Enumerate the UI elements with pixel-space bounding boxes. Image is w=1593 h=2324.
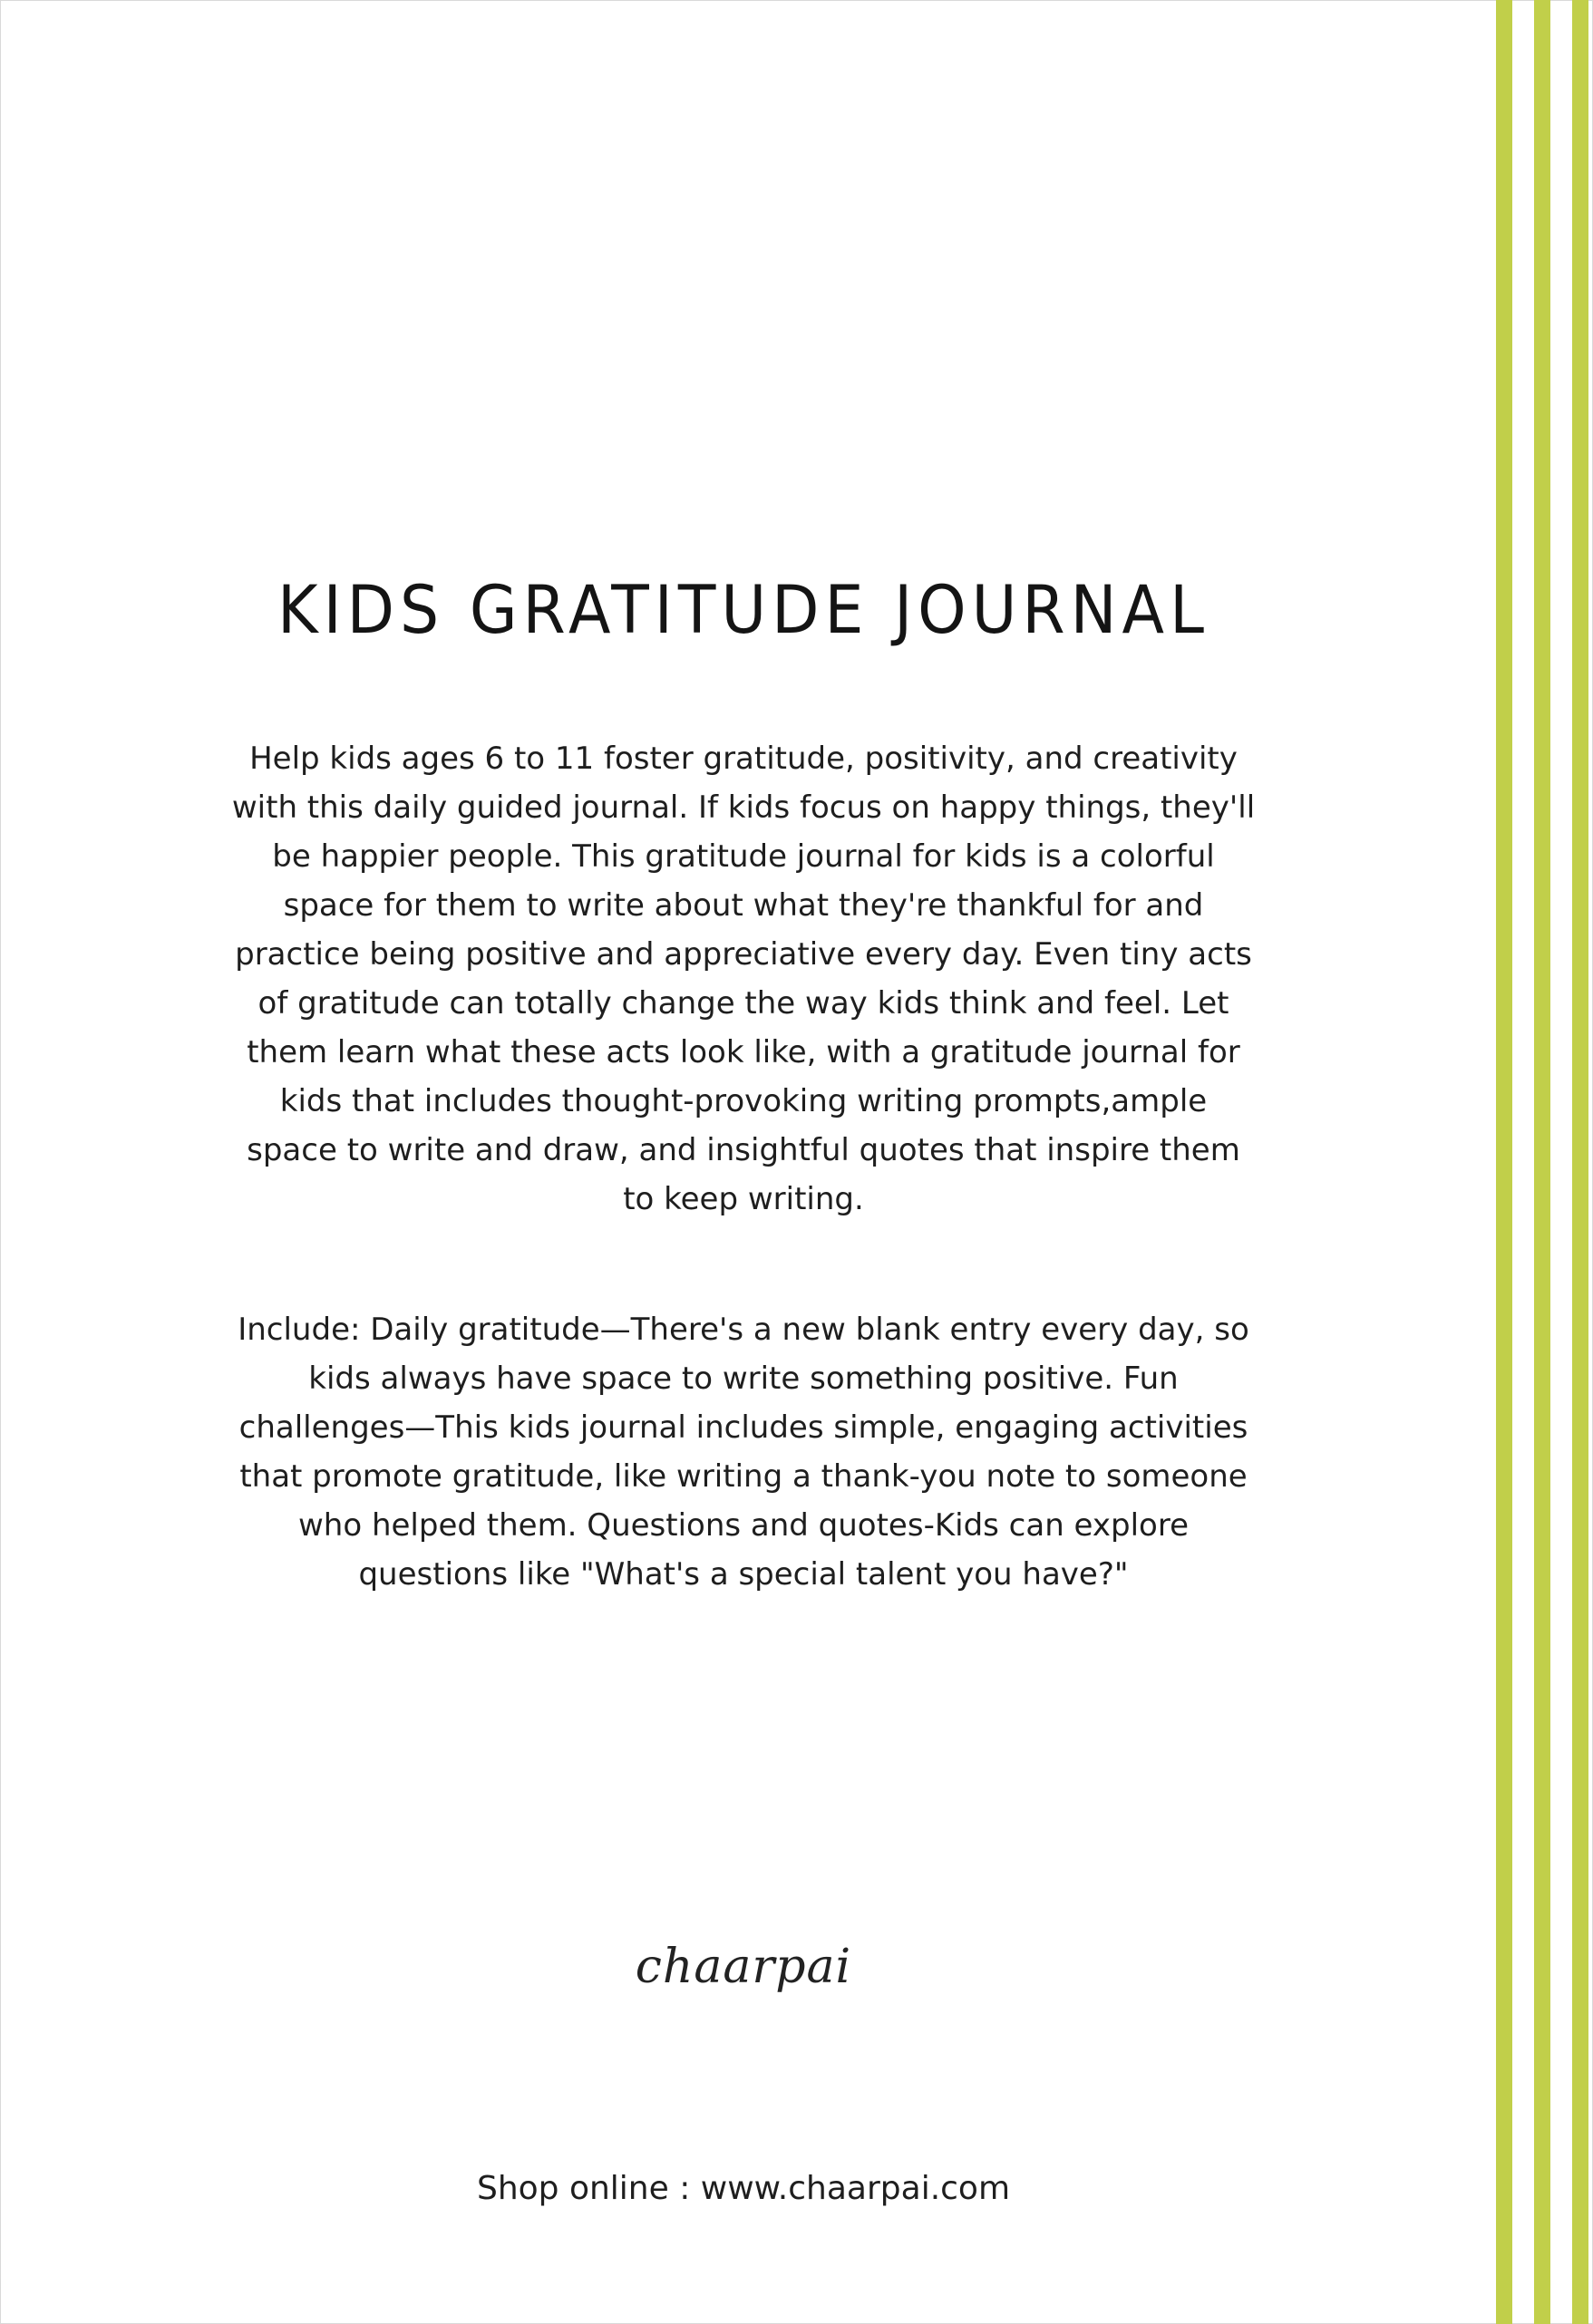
description-paragraph-2: Include: Daily gratitude—There's a new blank entry every day, so kids always have space to write something positive. Fun challenges—This kids journal includes simple, engaging activities that promote gratitude, like writing a thank-you note to someone who helped them. Questions and quotes-Kids can explore questions like "What's a special talent you have?": [238, 1312, 1249, 1593]
description-paragraph-1: Help kids ages 6 to 11 foster gratitude, positivity, and creativity with this daily guided journal. If kids focus on happy things, they'll be happier people. This gratitude journal for kids is a colorful space for them to write about what they're thankful for and practice being positive and appreciative every day. Even tiny acts of gratitude can totally change the way kids think and feel. Let them learn what these acts look like, with a gratitude journal for kids that includes thought-provoking writing prompts,ample space to write and draw, and insightful quotes that inspire them to keep writing.: [231, 741, 1256, 1217]
book-title: KIDS GRATITUDE JOURNAL: [277, 571, 1209, 650]
decorative-stripe-1: [1496, 0, 1512, 2324]
decorative-stripe-2: [1534, 0, 1550, 2324]
decorative-stripe-3: [1572, 0, 1588, 2324]
shop-online-text: Shop online : www.chaarpai.com: [476, 2170, 1011, 2207]
chaarpai-logo: chaarpai: [635, 1940, 852, 1994]
